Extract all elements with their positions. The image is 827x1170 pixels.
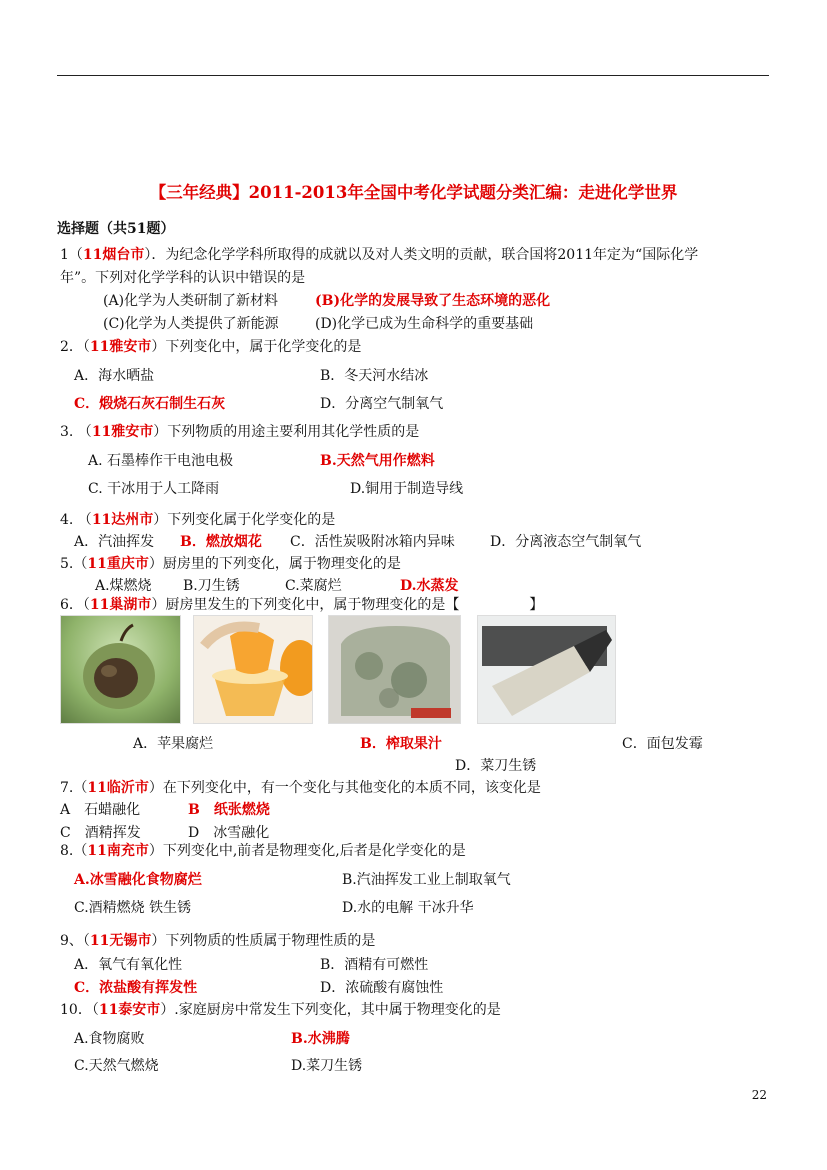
- question-source: 11泰安市: [98, 1002, 161, 1018]
- option-a: A.煤燃烧: [95, 578, 152, 594]
- question-3: [60, 421, 419, 441]
- option-b-answer: (B)化学的发展导致了生态环境的恶化: [315, 293, 551, 309]
- question-6: [60, 594, 543, 614]
- option-d: D．菜刀生锈: [455, 758, 537, 774]
- rusty-knife-photo: [477, 615, 616, 724]
- question-9: [60, 930, 375, 950]
- question-5: [60, 553, 401, 573]
- page-number: 22: [751, 1088, 767, 1102]
- option-b: B．酒精有可燃性: [320, 957, 429, 973]
- question-source: 11重庆市: [87, 556, 149, 572]
- question-text: ）下列变化属于化学变化的是: [153, 512, 336, 528]
- option-b-answer: B．榨取果汁: [360, 736, 442, 752]
- question-text: ）下列变化中,前者是物理变化,后者是化学变化的是: [148, 843, 466, 859]
- option-b: B.汽油挥发工业上制取氧气: [342, 872, 511, 888]
- question-text: ）.家庭厨房中常发生下列变化，其中属于物理变化的是: [160, 1002, 501, 1018]
- option-d: (D)化学已成为生命科学的重要基础: [315, 316, 534, 332]
- question-source: 11巢湖市: [89, 597, 152, 613]
- question-7: [60, 777, 541, 797]
- option-a: A．海水晒盐: [74, 368, 155, 384]
- option-b: B．冬天河水结冰: [320, 368, 429, 384]
- question-text: ）下列变化中，属于化学变化的是: [151, 339, 362, 355]
- question-8: [60, 840, 466, 860]
- option-b: B.刀生锈: [183, 578, 240, 594]
- question-number: 4. （: [60, 512, 92, 528]
- option-a: (A)化学为人类研制了新材料: [103, 293, 279, 309]
- option-c: C.菜腐烂: [285, 578, 342, 594]
- question-source: 11无锡市: [89, 933, 152, 949]
- option-d: D 冰雪融化: [188, 825, 270, 841]
- option-a: A．苹果腐烂: [133, 736, 214, 752]
- option-c: C.酒精燃烧 铁生锈: [74, 900, 192, 916]
- question-number: 2．（: [60, 339, 90, 355]
- question-source: 11雅安市: [89, 339, 152, 355]
- option-b-answer: B.天然气用作燃料: [320, 453, 435, 469]
- question-text: ）．为纪念化学学科所取得的成就以及对人类文明的贡献，联合国将2011年定为“国际化学: [144, 247, 699, 263]
- option-a: A 石蜡融化: [60, 802, 141, 818]
- question-number: 1（: [60, 247, 83, 263]
- option-c: C. 干冰用于人工降雨: [88, 481, 220, 497]
- header-rule: [57, 75, 769, 76]
- option-c-answer: C．煅烧石灰石制生石灰: [74, 396, 226, 412]
- question-number: 9、（: [60, 933, 90, 949]
- question-4: [60, 509, 335, 529]
- option-a: A.食物腐败: [74, 1031, 145, 1047]
- option-b-answer: B.水沸腾: [291, 1031, 350, 1047]
- answer-bracket-end: 】: [529, 597, 544, 613]
- option-b-answer: B 纸张燃烧: [188, 802, 270, 818]
- question-1: [60, 244, 698, 264]
- option-a: A．汽油挥发: [74, 534, 155, 550]
- option-d: D．分离空气制氧气: [320, 396, 444, 412]
- orange-juicer-photo: [193, 615, 313, 724]
- question-text: ）下列物质的用途主要利用其化学性质的是: [153, 424, 420, 440]
- document-title: 【三年经典】2011-2013年全国中考化学试题分类汇编：走进化学世界: [149, 183, 678, 202]
- question-number: 5.（: [60, 556, 88, 572]
- option-d: D．浓硫酸有腐蚀性: [320, 980, 444, 996]
- rotten-apple-photo: [60, 615, 181, 724]
- option-c: (C)化学为人类提供了新能源: [103, 316, 279, 332]
- option-c-answer: C．浓盐酸有挥发性: [74, 980, 198, 996]
- option-a: A．氧气有氧化性: [74, 957, 183, 973]
- option-a-answer: A.冰雪融化食物腐烂: [74, 872, 202, 888]
- question-number: 10．（: [60, 1002, 99, 1018]
- question-text: ）下列物质的性质属于物理性质的是: [151, 933, 376, 949]
- section-heading: 选择题（共51题）: [57, 221, 175, 237]
- option-c: C 酒精挥发: [60, 825, 141, 841]
- option-c: C.天然气燃烧: [74, 1058, 159, 1074]
- question-text: ）在下列变化中，有一个变化与其他变化的本质不同，该变化是: [148, 780, 541, 796]
- option-c: C．面包发霉: [622, 736, 703, 752]
- question-number: 8.（: [60, 843, 88, 859]
- option-c: C．活性炭吸附冰箱内异味: [290, 534, 455, 550]
- question-source: 11临沂市: [87, 780, 149, 796]
- question-10: [60, 999, 501, 1019]
- question-2: [60, 336, 361, 356]
- question-source: 11雅安市: [91, 424, 154, 440]
- option-b-answer: B．燃放烟花: [180, 534, 262, 550]
- option-d: D.菜刀生锈: [291, 1058, 363, 1074]
- option-a: A. 石墨棒作干电池电极: [88, 453, 234, 469]
- question-source: 11南充市: [87, 843, 149, 859]
- question-source: 11达州市: [91, 512, 154, 528]
- option-d: D.铜用于制造导线: [350, 481, 464, 497]
- moldy-bread-photo: [328, 615, 461, 724]
- option-d-answer: D.水蒸发: [400, 578, 459, 594]
- question-source: 11烟台市: [82, 247, 145, 263]
- question-1-line2: 年”。下列对化学学科的认识中错误的是: [60, 270, 306, 286]
- question-number: 7.（: [60, 780, 88, 796]
- question-text: ）厨房里发生的下列变化中，属于物理变化的是【: [151, 597, 460, 613]
- question-text: ）厨房里的下列变化，属于物理变化的是: [148, 556, 401, 572]
- question-number: 3. （: [60, 424, 92, 440]
- question-number: 6．（: [60, 597, 90, 613]
- option-d: D．分离液态空气制氧气: [490, 534, 642, 550]
- option-d: D.水的电解 干冰升华: [342, 900, 474, 916]
